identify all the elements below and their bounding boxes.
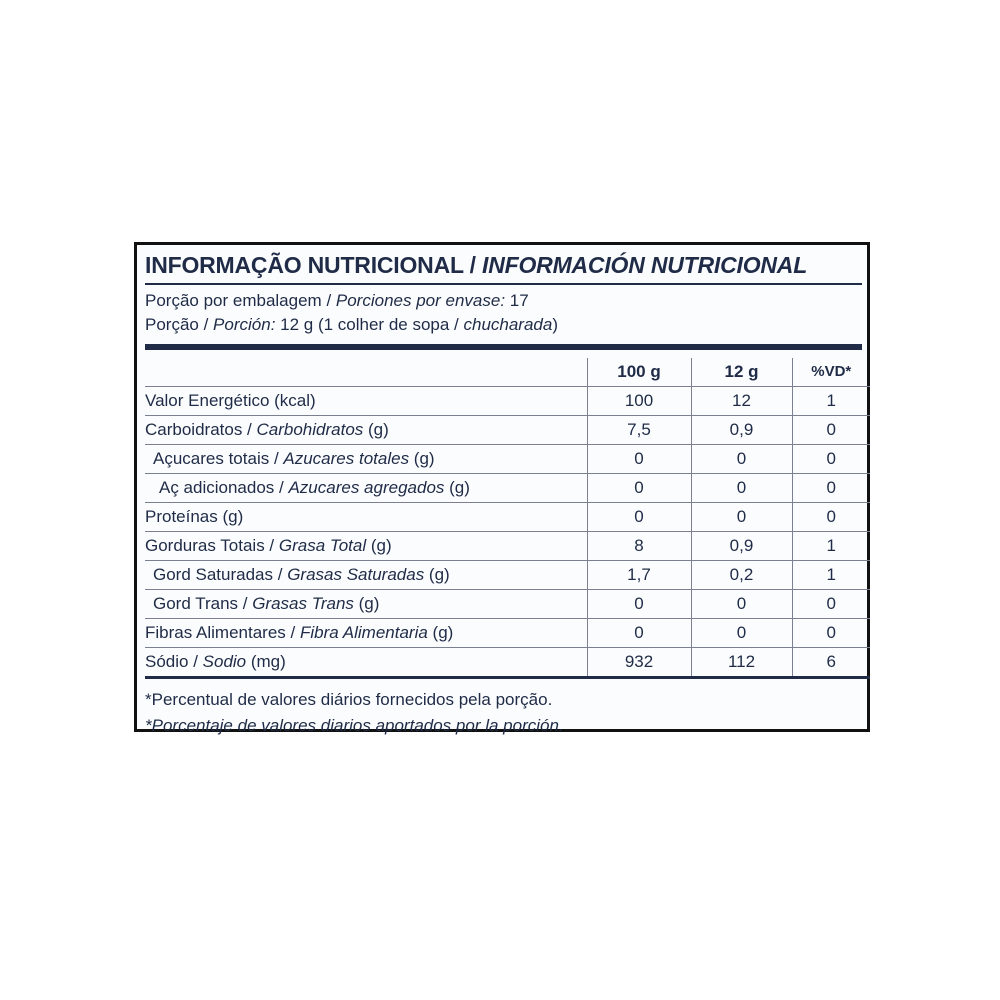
nutrient-name-pt: Carboidratos / <box>145 419 257 439</box>
servings-per-package-value: 17 <box>505 290 529 310</box>
nutrient-name-es: Grasa Total <box>278 535 367 555</box>
table-row <box>145 386 870 415</box>
table-row <box>145 618 870 647</box>
value-per-100g: 0 <box>587 589 691 618</box>
value-per-portion: 0 <box>691 473 792 502</box>
table-row <box>145 473 870 502</box>
value-per-portion: 0 <box>691 618 792 647</box>
value-daily-percent: 1 <box>792 386 870 415</box>
value-per-portion: 0 <box>691 589 792 618</box>
title-divider <box>145 283 862 285</box>
nutrient-name-es: Sodio <box>202 651 247 671</box>
nutrient-name-es: Azucares agregados <box>288 477 445 497</box>
title-es: INFORMACIÓN NUTRICIONAL <box>482 252 808 278</box>
header-per-100g: 100 g <box>587 358 691 387</box>
table-row <box>145 647 870 677</box>
portion-value-es: chucharada <box>463 314 553 334</box>
nutrient-unit: (g) <box>363 419 389 439</box>
header-daily-value: %VD* <box>792 358 870 387</box>
thick-divider <box>145 344 862 350</box>
value-daily-percent: 1 <box>792 531 870 560</box>
footnote-pt: *Percentual de valores diários fornecidos pela porção. <box>145 689 553 709</box>
value-per-portion: 0,9 <box>691 531 792 560</box>
value-per-portion: 0 <box>691 502 792 531</box>
nutrient-unit: (mg) <box>246 651 286 671</box>
nutrient-name <box>145 502 587 531</box>
value-per-100g: 0 <box>587 502 691 531</box>
value-daily-percent: 0 <box>792 502 870 531</box>
value-daily-percent: 1 <box>792 560 870 589</box>
servings-per-package-pt: Porção por embalagem <box>145 290 322 310</box>
value-per-100g: 0 <box>587 618 691 647</box>
nutrient-name-pt: Gord Trans / <box>153 593 253 613</box>
header-per-portion: 12 g <box>691 358 792 387</box>
nutrient-name-pt: Gord Saturadas / <box>153 564 288 584</box>
value-daily-percent: 0 <box>792 415 870 444</box>
servings-per-package-es: Porciones por envase: <box>335 290 506 310</box>
portion-pt: Porção <box>145 314 199 334</box>
table-row <box>145 444 870 473</box>
nutrient-name-pt: Fibras Alimentares / <box>145 622 300 642</box>
nutrient-unit: (g) <box>424 564 450 584</box>
nutrient-name-es: Azucares totales <box>283 448 410 468</box>
nutrient-name <box>145 444 587 473</box>
table-row <box>145 589 870 618</box>
nutrient-unit: (g) <box>444 477 470 497</box>
nutrient-name-es: Grasas Saturadas <box>287 564 425 584</box>
servings-per-package <box>145 289 862 313</box>
nutrition-facts-label <box>134 242 870 735</box>
nutrient-name <box>145 531 587 560</box>
nutrient-name-pt: Gorduras Totais / <box>145 535 279 555</box>
nutrient-name <box>145 560 587 589</box>
value-daily-percent: 0 <box>792 473 870 502</box>
title-separator: / <box>463 252 483 278</box>
nutrient-name-pt: Proteínas (g) <box>145 506 244 526</box>
nutrient-name-pt: Sódio / <box>145 651 203 671</box>
table-row <box>145 502 870 531</box>
value-per-100g: 932 <box>587 647 691 677</box>
portion-value: 12 g (1 colher de sopa / <box>275 314 464 334</box>
nutrient-name <box>145 589 587 618</box>
nutrient-name-es: Fibra Alimentaria <box>299 622 428 642</box>
value-per-portion: 0,2 <box>691 560 792 589</box>
portion-size <box>145 313 862 337</box>
nutrition-table <box>145 358 870 679</box>
nutrient-unit: (g) <box>427 622 454 642</box>
nutrient-unit: (g) <box>366 535 392 555</box>
value-daily-percent: 0 <box>792 618 870 647</box>
nutrient-name-es: Grasas Trans <box>252 593 354 613</box>
nutrient-name-pt: Açucares totais / <box>153 448 284 468</box>
label-title <box>145 249 862 281</box>
nutrient-unit: (g) <box>409 448 435 468</box>
nutrient-unit: (g) <box>353 593 380 613</box>
nutrient-name <box>145 473 587 502</box>
nutrient-name-es: Carbohidratos <box>256 419 364 439</box>
value-per-portion: 0,9 <box>691 415 792 444</box>
table-row <box>145 531 870 560</box>
table-row <box>145 415 870 444</box>
servings-separator: / <box>321 290 336 310</box>
table-row <box>145 560 870 589</box>
value-per-100g: 8 <box>587 531 691 560</box>
title-pt: INFORMAÇÃO NUTRICIONAL <box>145 252 464 278</box>
value-daily-percent: 6 <box>792 647 870 677</box>
nutrient-name <box>145 647 587 677</box>
nutrient-name-pt: Valor Energético (kcal) <box>145 390 316 410</box>
value-per-100g: 7,5 <box>587 415 691 444</box>
value-per-100g: 100 <box>587 386 691 415</box>
header-nutrient <box>145 358 587 387</box>
value-per-portion: 0 <box>691 444 792 473</box>
value-daily-percent: 0 <box>792 589 870 618</box>
value-per-100g: 0 <box>587 444 691 473</box>
value-per-portion: 12 <box>691 386 792 415</box>
portion-es: Porción: <box>213 314 276 334</box>
nutrient-name <box>145 618 587 647</box>
value-per-100g: 1,7 <box>587 560 691 589</box>
value-per-portion: 112 <box>691 647 792 677</box>
footnote-es: *Porcentaje de valores diarios aportados por la porción. <box>145 715 564 735</box>
value-per-100g: 0 <box>587 473 691 502</box>
value-daily-percent: 0 <box>792 444 870 473</box>
portion-separator: / <box>198 314 214 334</box>
portion-close: ) <box>552 314 558 334</box>
nutrient-name <box>145 415 587 444</box>
table-header-row <box>145 358 870 387</box>
nutrient-name-pt: Aç adicionados / <box>159 477 289 497</box>
nutrient-name <box>145 386 587 415</box>
